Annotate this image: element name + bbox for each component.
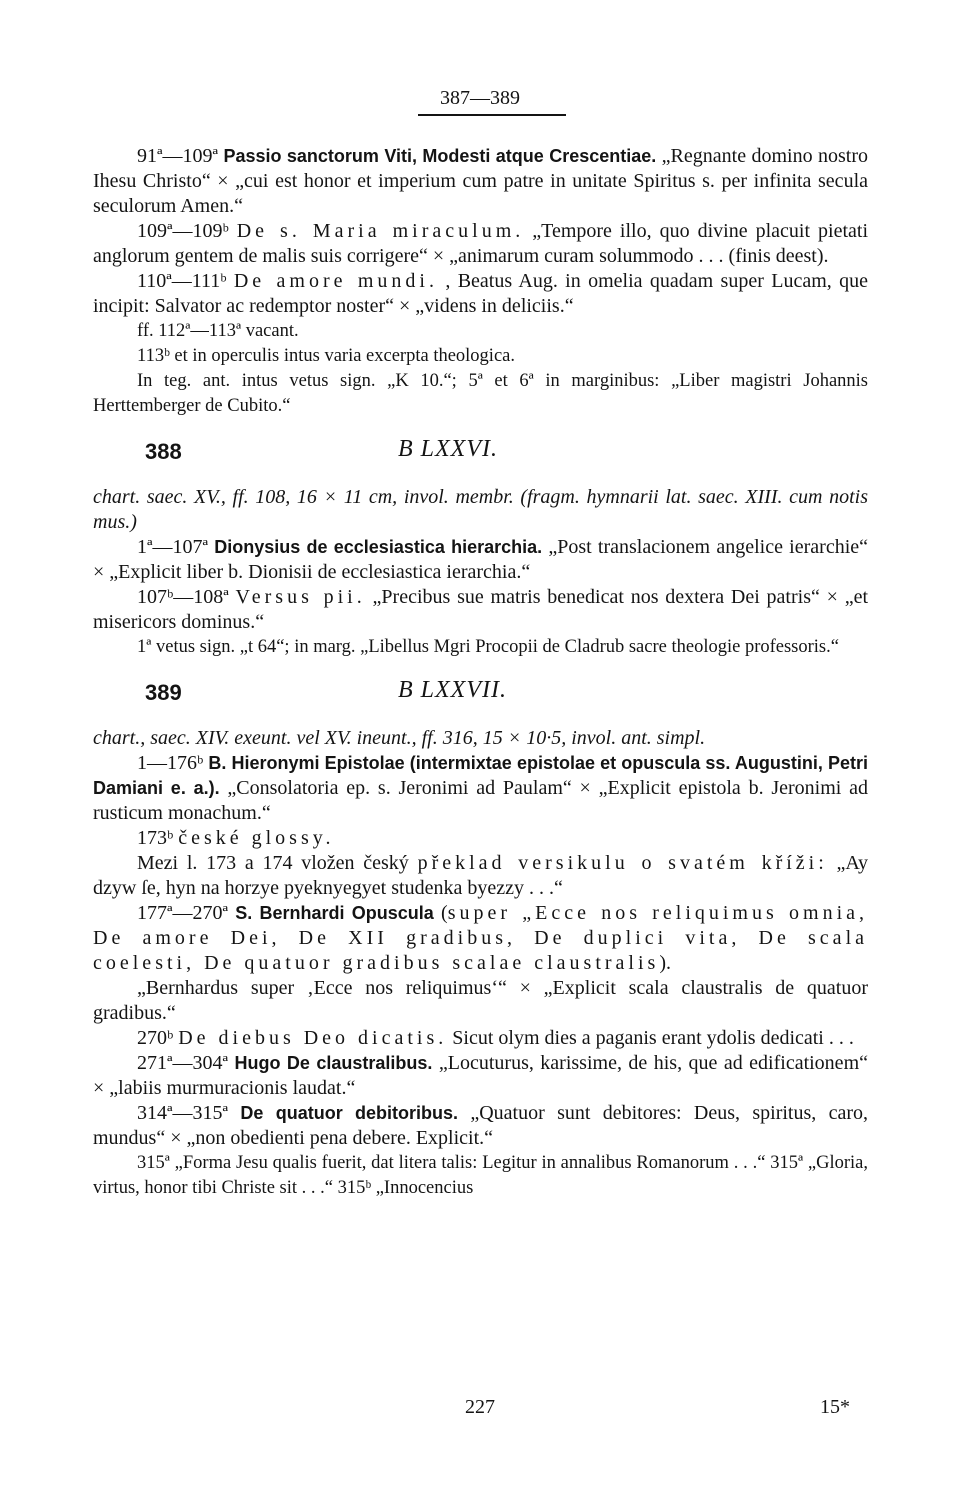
entry-text: „Ay dzyw ſe, hyn na horzye pyeknyegyet studenka byezzy . . .“ bbox=[93, 852, 869, 899]
entry-tail: ). bbox=[659, 952, 671, 974]
entry-spaced: překlad versikulu o svatém kříži: bbox=[417, 852, 828, 874]
sheet-signature: 15* bbox=[820, 1396, 850, 1418]
entry-title: De amore mundi. bbox=[233, 270, 438, 292]
entry-text: Sicut olym dies a paganis erant ydolis dedicati . . . bbox=[447, 1027, 854, 1049]
folio-ref: 1—176ᵇ bbox=[137, 752, 204, 774]
folio-ref: 173ᵇ bbox=[137, 827, 174, 849]
folio-ref: 1ª—107ª bbox=[137, 536, 209, 558]
entry-spaced: super „Ecce nos reliquimus omnia, De amore Dei, De XII gradibus, De duplici vita, De scala coelesti, De quatuor gradibus scalae claustralis bbox=[93, 902, 868, 974]
entry-title: Passio sanctorum Viti, Modesti atque Crescentiae. bbox=[223, 146, 657, 166]
ms-signature: B LXXVI. bbox=[398, 436, 498, 462]
entry-text: „Locuturus, karissime, de his, que ad edificationem“ × „labiis murmuracionis laudat.“ bbox=[93, 1052, 868, 1099]
entry-de-amore-mundi bbox=[93, 269, 868, 319]
ms-signature: B LXXVII. bbox=[398, 677, 507, 703]
entry-text: „Post translacionem angelice ierarchie“ × „Explicit liber b. Dionisii de ecclesiastica ierarchia.“ bbox=[93, 536, 869, 583]
entry-text: , Beatus Aug. in omelia quadam super Lucam, que incipit: Salvator ac redemptor noster“ × „videns in deliciis.“ bbox=[93, 270, 868, 317]
note-vacant: ff. 112ª—113ª vacant. bbox=[137, 321, 299, 341]
entry-lead: ( bbox=[433, 902, 448, 924]
entry-bernhardi bbox=[93, 901, 868, 976]
note-teg: In teg. ant. intus vetus sign. „K 10.“; 5ª et 6ª in marginibus: „Liber magistri Johannis Herttemberger de Cubito.“ bbox=[93, 371, 868, 416]
folio-ref: 107ᵇ—108ª bbox=[137, 586, 229, 608]
entry-text: „Quatuor sunt debitores: Deus, spiritus, caro, mundus“ × „non obedienti pena debere. Explicit.“ bbox=[93, 1102, 868, 1149]
entry-title: Hugo De claustralibus. bbox=[234, 1053, 433, 1073]
entry-versus-pii bbox=[93, 585, 868, 635]
entry-text: „Regnante domino nostro Ihesu Christo“ × „cui est honor et imperium cum patre in unitate Spiritus s. per infinita secula seculorum Amen.“ bbox=[93, 145, 868, 217]
entry-text: „Tempore illo, quo divine placuit pietati anglorum gentem de malis suis corrigere“ × „animarum curam solummodo . . . (finis deest). bbox=[93, 220, 869, 267]
entry-bernhardus-super: „Bernhardus super ‚Ecce nos reliquimus‘“ × „Explicit scala claustralis de quatuor gradibus.“ bbox=[93, 977, 868, 1024]
entry-title: Dionysius de ecclesiastica hierarchia. bbox=[214, 537, 543, 557]
ms-389-description: chart., saec. XIV. exeunt. vel XV. ineunt., ff. 316, 15 × 10·5, invol. ant. simpl. bbox=[93, 727, 706, 749]
ms-388-description: chart. saec. XV., ff. 108, 16 × 11 cm, invol. membr. (fragm. hymnarii lat. saec. XIII. cum notis mus.) bbox=[93, 486, 868, 533]
entry-passio-viti bbox=[93, 144, 868, 219]
entry-preklad bbox=[93, 851, 868, 901]
page-number: 227 bbox=[465, 1396, 495, 1418]
note-operculis: 113ᵇ et in operculis intus varia excerpta theologica. bbox=[137, 346, 515, 366]
entry-ceske-glossy bbox=[93, 826, 868, 851]
entry-dionysius bbox=[93, 535, 868, 585]
folio-ref: 110ª—111ᵇ bbox=[137, 270, 227, 292]
entry-text: „Consolatoria ep. s. Jeronimi ad Paulam“ × „Explicit epistola b. Jeronimi ad rusticum monachum.“ bbox=[93, 777, 869, 824]
catalogue-body bbox=[93, 144, 868, 1201]
folio-ref: 177ª—270ª bbox=[137, 902, 229, 924]
folio-ref: 314ª—315ª bbox=[137, 1102, 229, 1124]
folio-ref: 271ª—304ª bbox=[137, 1052, 229, 1074]
ms-388-heading bbox=[93, 436, 868, 475]
ms-number: 389 bbox=[145, 680, 182, 705]
ms-number: 388 bbox=[145, 439, 182, 464]
entry-hugo bbox=[93, 1051, 868, 1101]
entry-lead: Mezi l. 173 a 174 vložen český bbox=[137, 852, 418, 874]
note-vetus-sign: 1ª vetus sign. „t 64“; in marg. „Libellus Mgri Procopii de Cladrub sacre theologie professoris.“ bbox=[137, 637, 839, 657]
entry-title: B. Hieronymi Epistolae (intermixtae epistolae et opuscula ss. Augustini, Petri Damiani e. a.). bbox=[93, 753, 869, 798]
entry-de-maria bbox=[93, 219, 868, 269]
entry-debitoribus bbox=[93, 1101, 868, 1151]
entry-de-diebus bbox=[93, 1026, 868, 1051]
entry-title: české glossy. bbox=[178, 827, 335, 849]
entry-title: De s. Maria miraculum. bbox=[236, 220, 525, 242]
running-header: 387—389 bbox=[440, 87, 520, 109]
entry-forma-jesu: 315ª „Forma Jesu qualis fuerit, dat litera talis: Legitur in annalibus Romanorum . . .“ 315ª „Gloria, virtus, honor tibi Christe sit . . .“ 315ᵇ „Innocencius bbox=[93, 1153, 868, 1198]
entry-title: S. Bernhardi Opuscula bbox=[235, 903, 434, 923]
entry-title: De quatuor debitoribus. bbox=[240, 1103, 459, 1123]
folio-ref: 109ª—109ᵇ bbox=[137, 220, 229, 242]
header-rule bbox=[418, 114, 566, 116]
ms-389-heading bbox=[93, 677, 868, 716]
entry-text: „Precibus sue matris benedicat nos dextera Dei patris“ × „et misericors dominus.“ bbox=[93, 586, 869, 633]
page-footer bbox=[0, 1396, 960, 1420]
entry-title: Versus pii. bbox=[235, 586, 366, 608]
folio-ref: 91ª—109ª bbox=[137, 145, 219, 167]
entry-title: De diebus Deo dicatis. bbox=[178, 1027, 448, 1049]
folio-ref: 270ᵇ bbox=[137, 1027, 174, 1049]
entry-hieronymi bbox=[93, 751, 868, 826]
